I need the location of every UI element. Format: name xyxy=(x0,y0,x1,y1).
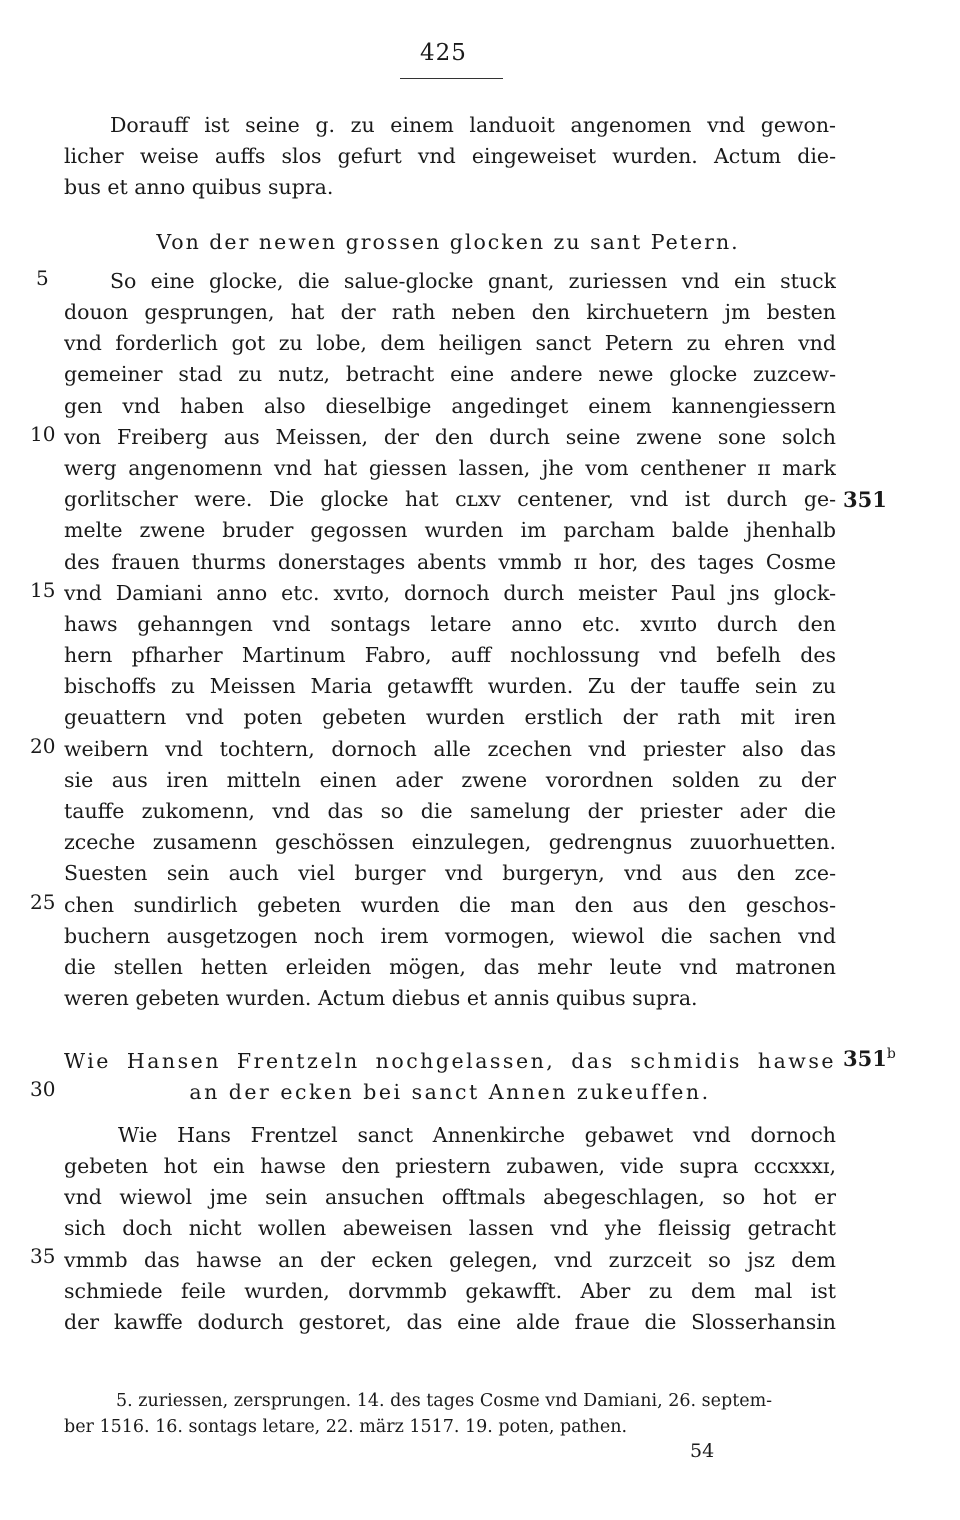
footnote-line: 5. zuriessen, zersprungen. 14. des tages Cosme vnd Damiani, 26. septem- xyxy=(116,1391,773,1411)
margin-note-text: 351 xyxy=(843,1046,887,1071)
line-number: 25 xyxy=(30,890,56,914)
text-line: buchern ausgetzogen noch irem vormogen, wiewol die sachen vnd xyxy=(64,923,836,948)
margin-note-superscript: b xyxy=(886,1046,896,1062)
text-line: Dorauff ist seine g. zu einem landuoit angenomen vnd gewon- xyxy=(110,113,836,137)
text-line: hern pfharher Martinum Fabro, auff nochlossung vnd befelh des xyxy=(64,643,836,668)
text-line: sich doch nicht wollen abeweisen lassen vnd yhe fleissig getracht xyxy=(64,1216,836,1241)
text-line: gen vnd haben also dieselbige angedinget einem kannengiessern xyxy=(64,393,836,418)
margin-note-text: 351 xyxy=(843,487,887,512)
section-heading-1 xyxy=(118,227,778,258)
heading-text: Wie Hansen Frentzeln nochgelassen, das schmidis hawse xyxy=(64,1049,836,1073)
heading-text: Von der newen grossen glocken zu sant Petern. xyxy=(156,230,740,254)
text-line: vmmb das hawse an der ecken gelegen, vnd zurzceit so jsz dem xyxy=(64,1247,836,1272)
paragraph-2 xyxy=(64,297,836,1014)
text-line: weibern vnd tochtern, dornoch alle zcechen vnd priester also das xyxy=(64,736,836,761)
line-number: 5 xyxy=(36,266,49,290)
text-line: gorlitscher were. Die glocke hat ᴄʟxᴠ centener, vnd ist durch ge- xyxy=(64,487,836,512)
text-line: bischoffs zu Meissen Maria getawfft wurden. Zu der tauffe sein zu xyxy=(64,674,836,699)
text-line: gemeiner stad zu nutz, betracht eine andere newe glocke zuzcew- xyxy=(64,362,836,387)
paragraph-3 xyxy=(64,1151,836,1338)
text-line: sie aus iren mitteln einen ader zwene vorordnen solden zu der xyxy=(64,767,836,792)
text-line: des frauen thurms donerstages abents vmmb ɪɪ hor, des tages Cosme xyxy=(64,549,836,574)
text-line: vnd forderlich got zu lobe, dem heiligen sanct Petern zu ehren vnd xyxy=(64,331,836,356)
text-line: weren gebeten wurden. Actum diebus et annis quibus supra. xyxy=(64,986,698,1011)
text-line: bus et anno quibus supra. xyxy=(64,175,334,200)
text-line: vnd wiewol jme sein ansuchen offtmals abegeschlagen, so hot er xyxy=(64,1185,836,1210)
paragraph-1 xyxy=(64,141,836,203)
text-line: gebeten hot ein hawse den priestern zubawen, vide supra ᴄᴄᴄxxxɪ, xyxy=(64,1154,836,1178)
line-number: 10 xyxy=(30,422,56,446)
text-line: So eine glocke, die salue-glocke gnant, zuriessen vnd ein stuck xyxy=(110,269,836,293)
line-number: 15 xyxy=(30,578,56,602)
line-number: 30 xyxy=(30,1077,56,1101)
text-line: melte zwene bruder gegossen wurden im parcham balde jhenhalb xyxy=(64,518,836,543)
paragraph-1-first-line xyxy=(110,110,836,141)
text-line: von Freiberg aus Meissen, der den durch seine zwene sone solch xyxy=(64,424,836,449)
text-line: haws gehanngen vnd sontags letare anno etc. xᴠɪɪto durch den xyxy=(64,611,836,636)
text-line: douon gesprungen, hat der rath neben den kirchuetern jm besten xyxy=(64,300,836,324)
heading-text: an der ecken bei sanct Annen zukeuffen. xyxy=(189,1080,711,1105)
text-line: vnd Damiani anno etc. xᴠɪto, dornoch durch meister Paul jns glock- xyxy=(64,580,836,605)
text-line: die stellen hetten erleiden mögen, das mehr leute vnd matronen xyxy=(64,954,836,979)
header-rule xyxy=(400,78,503,79)
section-heading-2 xyxy=(64,1046,836,1108)
text-line: zceche zusamenn geschössen einzulegen, gedrengnus zuuorhuetten. xyxy=(64,830,836,855)
paragraph-3-first-line xyxy=(118,1120,836,1151)
text-line: Wie Hans Frentzel sanct Annenkirche gebawet vnd dornoch xyxy=(118,1123,836,1147)
text-line: werg angenomenn vnd hat giessen lassen, jhe vom centhener ɪɪ mark xyxy=(64,455,836,480)
margin-note xyxy=(843,487,887,512)
line-number: 20 xyxy=(30,734,56,758)
text-line: geuattern vnd poten gebeten wurden erstlich der rath mit iren xyxy=(64,705,836,730)
text-line: tauffe zukomenn, vnd das so die samelung der priester ader die xyxy=(64,799,836,823)
text-line: Suesten sein auch viel burger vnd burgeryn, vnd aus den zce- xyxy=(64,861,836,886)
footnotes xyxy=(64,1388,836,1440)
margin-note xyxy=(843,1046,896,1071)
paragraph-2-first-line xyxy=(110,266,836,297)
page-number: 425 xyxy=(420,40,467,66)
footnote-line: ber 1516. 16. sontags letare, 22. märz 1517. 19. poten, pathen. xyxy=(64,1417,628,1437)
text-line: chen sundirlich gebeten wurden die man den aus den geschos- xyxy=(64,892,836,917)
signature-mark: 54 xyxy=(690,1440,715,1462)
line-number: 35 xyxy=(30,1244,56,1268)
text-line: licher weise auffs slos gefurt vnd eingeweiset wurden. Actum die- xyxy=(64,144,836,168)
text-line: der kawffe dodurch gestoret, das eine alde fraue die Slosserhansin xyxy=(64,1309,836,1334)
text-line: schmiede feile wurden, dorvmmb gekawfft. Aber zu dem mal ist xyxy=(64,1278,836,1303)
